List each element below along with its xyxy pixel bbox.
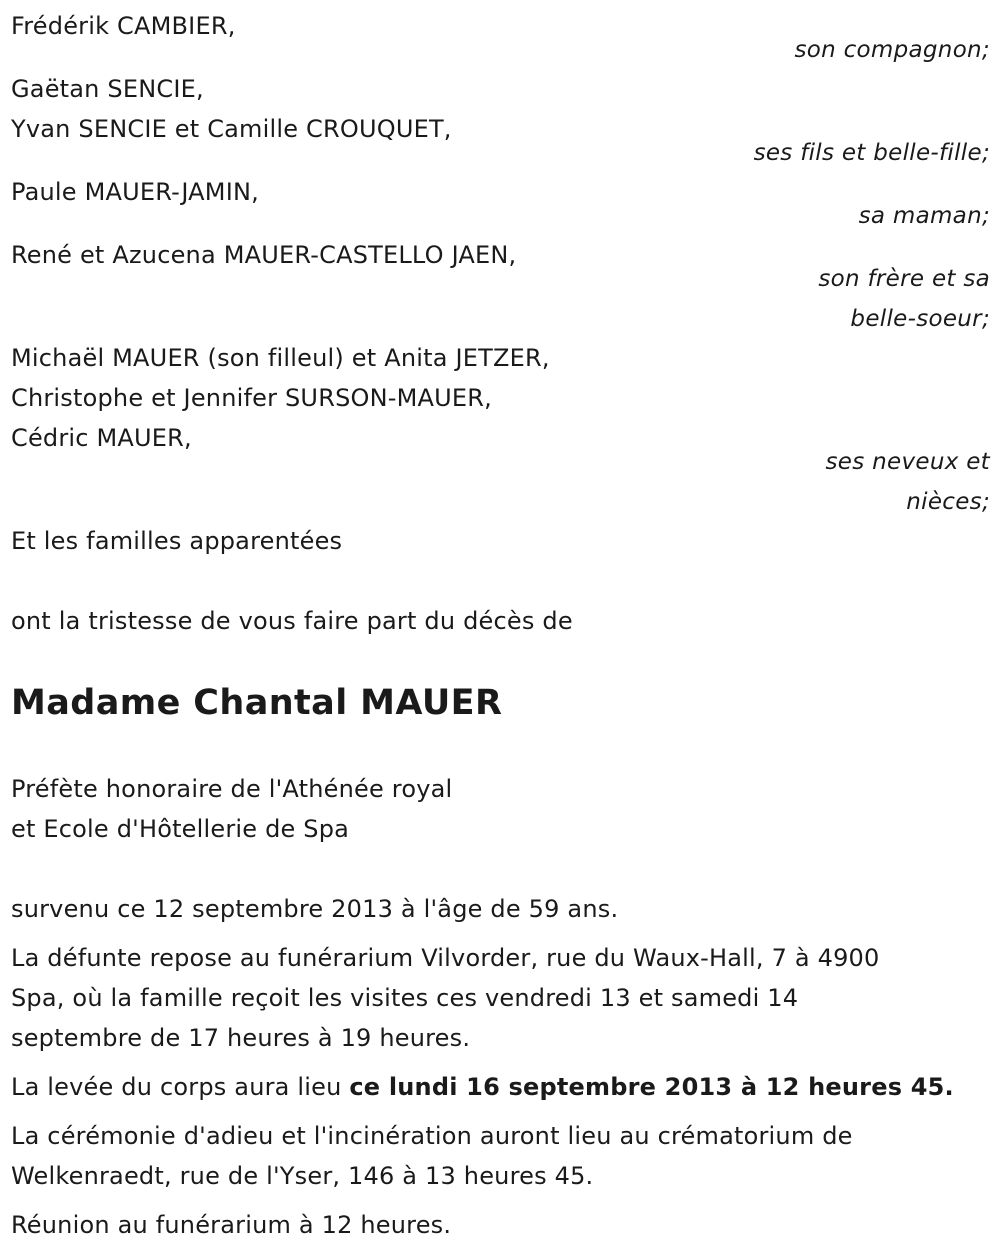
family-name-line: Yvan SENCIE et Camille CROUQUET,: [11, 115, 452, 143]
meeting-line: Réunion au funérarium à 12 heures.: [11, 1211, 452, 1239]
function-line: et Ecole d'Hôtellerie de Spa: [11, 815, 350, 843]
relation-label: ses neveux et: [825, 449, 990, 475]
ceremony-line: La cérémonie d'adieu et l'incinération auront lieu au crématorium de: [11, 1122, 853, 1150]
intro-line: ont la tristesse de vous faire part du décès de: [11, 607, 573, 635]
rest-line: La défunte repose au funérarium Vilvorder, rue du Waux-Hall, 7 à 4900: [11, 944, 880, 972]
levee-prefix: La levée du corps aura lieu: [11, 1073, 350, 1101]
levee-line: [11, 1067, 954, 1107]
relation-label: belle-soeur;: [850, 306, 990, 332]
family-name-line: Christophe et Jennifer SURSON-MAUER,: [11, 384, 492, 412]
relation-label: ses fils et belle-fille;: [753, 140, 990, 166]
family-name-line: Michaël MAUER (son filleul) et Anita JETZER,: [11, 344, 550, 372]
families-line: Et les familles apparentées: [11, 527, 343, 555]
ceremony-line: Welkenraedt, rue de l'Yser, 146 à 13 heures 45.: [11, 1162, 594, 1190]
family-name-line: René et Azucena MAUER-CASTELLO JAEN,: [11, 241, 517, 269]
family-name-line: Frédérik CAMBIER,: [11, 12, 236, 40]
relation-label: sa maman;: [858, 203, 990, 229]
relation-label: son compagnon;: [794, 37, 990, 63]
relation-label: nièces;: [906, 489, 990, 515]
rest-line: Spa, où la famille reçoit les visites ces vendredi 13 et samedi 14: [11, 984, 799, 1012]
function-line: Préfète honoraire de l'Athénée royal: [11, 775, 453, 803]
family-name-line: Cédric MAUER,: [11, 424, 192, 452]
death-line: survenu ce 12 septembre 2013 à l'âge de 59 ans.: [11, 895, 619, 923]
relation-label: son frère et sa: [818, 266, 990, 292]
deceased-name: Madame Chantal MAUER: [11, 683, 503, 723]
family-name-line: Gaëtan SENCIE,: [11, 75, 204, 103]
rest-line: septembre de 17 heures à 19 heures.: [11, 1024, 471, 1052]
levee-date: ce lundi 16 septembre 2013 à 12 heures 45.: [349, 1073, 954, 1101]
family-name-line: Paule MAUER-JAMIN,: [11, 178, 259, 206]
